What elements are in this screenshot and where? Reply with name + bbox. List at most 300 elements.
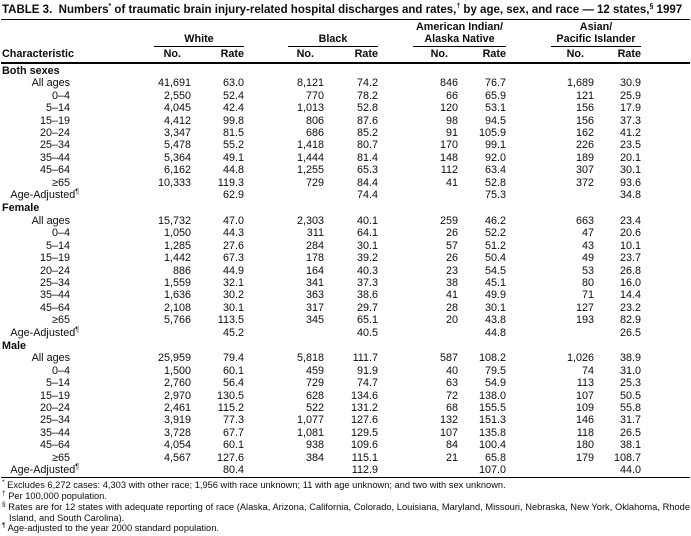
value-cell: 44.8	[222, 164, 244, 177]
value-cell: 138.0	[478, 389, 506, 402]
row-label: All ages	[31, 214, 70, 227]
value-cell: 92.0	[484, 151, 506, 164]
value-cell: 109	[575, 401, 594, 414]
row-label: Age-Adjusted¶	[10, 325, 79, 339]
value-cell: 76.7	[484, 77, 506, 90]
value-cell: 522	[305, 401, 324, 414]
value-cell: 113	[576, 377, 594, 390]
value-cell: 4,567	[163, 451, 191, 464]
value-cell: 938	[305, 439, 324, 452]
table-row	[1, 289, 690, 301]
value-cell: 43.8	[484, 314, 506, 327]
spacer-cell	[641, 252, 690, 264]
value-cell	[378, 464, 458, 476]
spacer-cell	[641, 402, 690, 414]
value-cell: 44.3	[222, 227, 244, 240]
table-row	[1, 227, 690, 239]
value-cell: 109.6	[350, 439, 378, 452]
table-row	[1, 189, 690, 201]
value-cell: 8,121	[296, 77, 324, 90]
spacer-cell	[641, 227, 690, 239]
value-cell: 886	[172, 264, 191, 277]
spacer-cell	[641, 302, 690, 314]
row-label: 0–4	[51, 227, 70, 240]
value-cell: 2,760	[163, 377, 191, 390]
value-cell: 81.4	[356, 151, 378, 164]
table-row	[1, 265, 690, 277]
value-cell: 806	[305, 114, 324, 127]
value-cell: 38.9	[619, 352, 641, 365]
table-row	[1, 252, 690, 264]
value-cell: 49.1	[222, 151, 244, 164]
value-cell: 39.2	[356, 252, 378, 265]
value-cell: 189	[575, 151, 594, 164]
spacer-cell	[641, 352, 690, 364]
race-group-header: Black	[244, 20, 378, 47]
value-cell: 226	[575, 139, 594, 152]
table-row	[1, 427, 690, 439]
no-column-header: No.	[378, 47, 458, 63]
group-header-row	[1, 20, 690, 47]
footnote: † Per 100,000 population.	[2, 490, 107, 502]
table-row	[1, 464, 690, 476]
table-row	[1, 127, 690, 139]
value-cell: 63.4	[484, 164, 506, 177]
value-cell	[79, 327, 191, 339]
value-cell: 99.1	[484, 139, 506, 152]
value-cell: 40.5	[356, 326, 378, 339]
value-cell: 37.3	[356, 276, 378, 289]
value-cell: 71	[581, 289, 594, 302]
value-cell: 80	[581, 276, 594, 289]
value-cell: 54.9	[484, 377, 506, 390]
value-cell: 1,050	[163, 227, 191, 240]
value-cell: 170	[439, 139, 458, 152]
row-label: 5–14	[45, 377, 70, 390]
value-cell: 1,500	[163, 364, 191, 377]
table-row	[1, 240, 690, 252]
value-cell: 21	[445, 451, 458, 464]
spacer-cell	[641, 327, 690, 339]
spacer-cell	[641, 189, 690, 201]
value-cell: 132	[439, 414, 458, 427]
row-label: 0–4	[51, 364, 70, 377]
value-cell: 49	[581, 252, 594, 265]
value-cell: 26.5	[619, 326, 641, 339]
value-cell	[378, 327, 458, 339]
value-cell: 28	[445, 301, 458, 314]
table-row	[1, 365, 690, 377]
value-cell: 77.3	[222, 414, 244, 427]
value-cell: 26.5	[619, 426, 641, 439]
value-cell: 127.6	[350, 414, 378, 427]
value-cell: 770	[305, 89, 324, 102]
table-row	[1, 402, 690, 414]
spacer-cell	[641, 414, 690, 426]
value-cell: 26	[445, 227, 458, 240]
value-cell: 108.7	[613, 451, 641, 464]
value-cell: 53	[581, 264, 594, 277]
spacer-cell	[641, 77, 690, 89]
row-label: 45–64	[39, 164, 70, 177]
value-cell	[244, 189, 324, 201]
section-name: Male	[2, 339, 27, 352]
section-name: Both sexes	[2, 65, 60, 77]
value-cell: 284	[305, 239, 324, 252]
value-cell: 27.6	[222, 239, 244, 252]
value-cell: 162	[575, 127, 594, 140]
spacer-cell	[641, 452, 690, 464]
row-label: 35–44	[39, 289, 70, 302]
value-cell: 52.4	[222, 89, 244, 102]
value-cell: 1,077	[296, 414, 324, 427]
value-cell: 663	[575, 214, 594, 227]
spacer-cell	[641, 277, 690, 289]
value-cell: 2,970	[163, 389, 191, 402]
value-cell: 148	[439, 151, 458, 164]
value-cell: 5,478	[163, 139, 191, 152]
no-column-header: No.	[506, 47, 594, 63]
value-cell: 91	[445, 127, 458, 140]
value-cell: 3,347	[163, 127, 191, 140]
rate-column-header: Rate	[324, 47, 378, 63]
value-cell: 16.0	[619, 276, 641, 289]
value-cell: 311	[306, 227, 324, 240]
value-cell: 63	[445, 377, 458, 390]
value-cell: 118	[576, 426, 594, 439]
value-cell: 108.2	[478, 352, 506, 365]
value-cell: 41	[445, 289, 458, 302]
value-cell: 41	[445, 176, 458, 189]
table-row	[1, 277, 690, 289]
value-cell: 41.2	[619, 127, 641, 140]
value-cell: 51.2	[484, 239, 506, 252]
value-cell: 65.1	[356, 314, 378, 327]
value-cell: 178	[305, 252, 324, 265]
value-cell: 3,728	[163, 426, 191, 439]
rate-column-header: Rate	[458, 47, 506, 63]
value-cell: 29.7	[356, 301, 378, 314]
value-cell: 113.5	[217, 314, 244, 327]
value-cell: 52.8	[484, 176, 506, 189]
value-cell: 25.9	[619, 89, 641, 102]
value-cell: 45.1	[484, 276, 506, 289]
value-cell: 47.0	[222, 214, 244, 227]
value-cell: 25.3	[619, 377, 641, 390]
value-cell: 38.6	[356, 289, 378, 302]
value-cell: 82.9	[619, 314, 641, 327]
row-label: 45–64	[39, 439, 70, 452]
footnote: ¶ Age-adjusted to the year 2000 standard population.	[2, 522, 219, 534]
value-cell: 65.9	[484, 89, 506, 102]
table-row	[1, 390, 690, 402]
footnote-marker: ¶	[2, 522, 6, 530]
value-cell: 4,054	[163, 439, 191, 452]
value-cell: 63.0	[222, 77, 244, 90]
value-cell: 105.9	[478, 127, 506, 140]
value-cell: 10.1	[619, 239, 641, 252]
spacer-cell	[641, 439, 690, 451]
value-cell: 55.8	[619, 401, 641, 414]
value-cell: 151.3	[478, 414, 506, 427]
value-cell: 14.4	[619, 289, 641, 302]
value-cell: 23.7	[619, 252, 641, 265]
row-label: 45–64	[39, 301, 70, 314]
table-row	[1, 452, 690, 464]
row-label: 35–44	[39, 151, 70, 164]
value-cell	[506, 464, 594, 476]
value-cell: 345	[305, 314, 324, 327]
row-label: 15–19	[39, 389, 70, 402]
value-cell: 129.5	[350, 426, 378, 439]
table-row	[1, 314, 690, 326]
value-cell: 31.0	[619, 364, 641, 377]
spacer-cell	[641, 289, 690, 301]
row-label: 20–24	[39, 127, 70, 140]
value-cell: 127	[575, 301, 594, 314]
row-label: Age-Adjusted¶	[10, 188, 79, 202]
value-cell: 193	[575, 314, 594, 327]
value-cell: 135.8	[478, 426, 506, 439]
value-cell: 50.4	[484, 252, 506, 265]
value-cell: 4,045	[163, 102, 191, 115]
value-cell: 686	[305, 127, 324, 140]
table-row	[1, 77, 690, 89]
value-cell: 1,444	[296, 151, 324, 164]
spacer-cell	[641, 90, 690, 102]
value-cell: 37.3	[619, 114, 641, 127]
value-cell: 68	[445, 401, 458, 414]
value-cell: 30.1	[484, 301, 506, 314]
value-cell: 52.2	[484, 227, 506, 240]
value-cell: 87.6	[356, 114, 378, 127]
subcolumn-header-row	[1, 47, 690, 63]
value-cell: 5,818	[296, 352, 324, 365]
value-cell: 459	[305, 364, 324, 377]
value-cell: 1,285	[163, 239, 191, 252]
value-cell: 98	[445, 114, 458, 127]
table-body	[1, 63, 690, 476]
value-cell: 30.9	[619, 77, 641, 90]
section-header-row	[1, 201, 690, 214]
table-row	[1, 115, 690, 127]
value-cell: 2,108	[163, 301, 191, 314]
value-cell: 46.2	[484, 214, 506, 227]
spacer-cell	[641, 365, 690, 377]
value-cell: 67.3	[222, 252, 244, 265]
value-cell: 74.2	[356, 77, 378, 90]
section-header-row	[1, 63, 690, 77]
value-cell: 1,442	[163, 252, 191, 265]
value-cell: 74.7	[356, 377, 378, 390]
value-cell: 41,691	[157, 77, 191, 90]
value-cell: 146	[575, 414, 594, 427]
value-cell: 25,959	[157, 352, 191, 365]
value-cell: 156	[575, 102, 594, 115]
spacer-cell	[641, 127, 690, 139]
value-cell: 317	[305, 301, 324, 314]
value-cell: 363	[305, 289, 324, 302]
value-cell: 1,689	[566, 77, 594, 90]
value-cell: 2,303	[296, 214, 324, 227]
value-cell: 23.2	[619, 301, 641, 314]
value-cell: 38.1	[619, 439, 641, 452]
value-cell: 100.4	[478, 439, 506, 452]
spacer-cell	[641, 265, 690, 277]
value-cell: 1,081	[296, 426, 324, 439]
value-cell: 23	[445, 264, 458, 277]
value-cell: 729	[305, 176, 324, 189]
value-cell: 67.7	[222, 426, 244, 439]
value-cell: 120	[439, 102, 458, 115]
value-cell: 5,364	[163, 151, 191, 164]
value-cell: 384	[305, 451, 324, 464]
value-cell: 78.2	[356, 89, 378, 102]
value-cell: 259	[439, 214, 458, 227]
value-cell: 80.7	[356, 139, 378, 152]
value-cell: 30.1	[619, 164, 641, 177]
value-cell	[506, 189, 594, 201]
table-row	[1, 177, 690, 189]
value-cell: 50.5	[619, 389, 641, 402]
value-cell: 42.4	[222, 102, 244, 115]
value-cell: 1,013	[296, 102, 324, 115]
table-row	[1, 164, 690, 176]
spacer-cell	[641, 20, 690, 63]
value-cell: 74.4	[356, 189, 378, 202]
value-cell: 6,162	[163, 164, 191, 177]
value-cell: 729	[305, 377, 324, 390]
value-cell: 119.3	[217, 176, 244, 189]
value-cell: 23.4	[619, 214, 641, 227]
value-cell: 32.1	[222, 276, 244, 289]
value-cell: 84.4	[356, 176, 378, 189]
value-cell: 44.9	[222, 264, 244, 277]
footnote: § Rates are for 12 states with adequate reporting of race (Alaska, Arizona, California, Colorado, Louisiana, Maryland, Missouri, Nebraska, New York, Oklahoma, Rhode Island, and South Carolina).	[2, 500, 690, 523]
value-cell: 107	[439, 426, 458, 439]
value-cell: 43	[581, 239, 594, 252]
table-row	[1, 439, 690, 451]
value-cell: 127.6	[216, 451, 244, 464]
row-label: 25–34	[39, 414, 70, 427]
value-cell: 65.8	[484, 451, 506, 464]
value-cell: 79.4	[222, 352, 244, 365]
value-cell: 31.7	[619, 414, 641, 427]
value-cell	[244, 327, 324, 339]
value-cell: 65.3	[356, 164, 378, 177]
value-cell: 20.6	[619, 227, 641, 240]
value-cell: 84	[445, 439, 458, 452]
value-cell: 1,636	[163, 289, 191, 302]
table-row	[1, 215, 690, 227]
rate-column-header: Rate	[191, 47, 244, 63]
row-label: 25–34	[39, 139, 70, 152]
value-cell: 93.6	[619, 176, 641, 189]
value-cell: 60.1	[222, 364, 244, 377]
spacer-cell	[641, 102, 690, 114]
value-cell: 49.9	[484, 289, 506, 302]
value-cell	[506, 327, 594, 339]
value-cell: 45.2	[222, 326, 244, 339]
table-row	[1, 352, 690, 364]
value-cell: 30.2	[222, 289, 244, 302]
row-label: 5–14	[45, 102, 70, 115]
value-cell: 2,461	[163, 401, 191, 414]
value-cell: 1,418	[296, 139, 324, 152]
value-cell: 587	[439, 352, 458, 365]
value-cell: 15,732	[157, 214, 191, 227]
discharge-rates-table	[1, 20, 690, 476]
value-cell: 107.0	[478, 464, 506, 476]
race-group-header: American Indian/ Alaska Native	[378, 20, 506, 47]
spacer-cell	[641, 390, 690, 402]
row-label: 15–19	[39, 114, 70, 127]
table-row	[1, 377, 690, 389]
table-row	[1, 414, 690, 426]
table-row	[1, 327, 690, 339]
value-cell: 115.2	[217, 401, 244, 414]
value-cell: 30.1	[222, 301, 244, 314]
footnote: * Excludes 6,272 cases: 4,303 with other race; 1,956 with race unknown; 11 with age unknown; and two with sex unknown.	[2, 479, 506, 491]
row-label: 20–24	[39, 264, 70, 277]
spacer-cell	[641, 377, 690, 389]
value-cell: 20	[445, 314, 458, 327]
value-cell: 40.1	[356, 214, 378, 227]
value-cell: 307	[575, 164, 594, 177]
value-cell: 52.8	[356, 102, 378, 115]
value-cell: 341	[305, 276, 324, 289]
value-cell: 38	[445, 276, 458, 289]
value-cell: 2,550	[163, 89, 191, 102]
value-cell: 44.0	[619, 464, 641, 476]
value-cell: 179	[575, 451, 594, 464]
value-cell: 62.9	[222, 189, 244, 202]
spacer-cell	[641, 240, 690, 252]
value-cell: 10,333	[157, 176, 191, 189]
value-cell: 1,559	[163, 276, 191, 289]
no-column-header: No.	[79, 47, 191, 63]
value-cell: 130.5	[216, 389, 244, 402]
footnote-marker: *	[2, 479, 5, 487]
value-cell: 40.3	[356, 264, 378, 277]
value-cell: 44.8	[484, 326, 506, 339]
value-cell: 5,766	[163, 314, 191, 327]
value-cell: 628	[305, 389, 324, 402]
value-cell: 79.5	[484, 364, 506, 377]
value-cell: 56.4	[222, 377, 244, 390]
value-cell: 57	[445, 239, 458, 252]
rate-column-header: Rate	[594, 47, 641, 63]
value-cell	[378, 189, 458, 201]
value-cell: 80.4	[222, 464, 244, 476]
row-label: 35–44	[39, 426, 70, 439]
value-cell: 30.1	[356, 239, 378, 252]
no-column-header: No.	[244, 47, 324, 63]
row-label: ≥65	[52, 176, 70, 189]
value-cell: 47	[581, 227, 594, 240]
table-title: TABLE 3. Numbers* of traumatic brain injury-related hospital discharges and rates,† by age, sex, and race — 12 states,§ 1997	[1, 2, 690, 20]
footnotes	[1, 478, 690, 534]
spacer-cell	[641, 139, 690, 151]
spacer-cell	[641, 177, 690, 189]
value-cell: 1,255	[296, 164, 324, 177]
table-row	[1, 152, 690, 164]
characteristic-header: Characteristic	[1, 20, 79, 63]
value-cell: 121	[575, 89, 594, 102]
value-cell: 372	[575, 176, 594, 189]
value-cell: 85.2	[356, 127, 378, 140]
value-cell: 180	[575, 439, 594, 452]
